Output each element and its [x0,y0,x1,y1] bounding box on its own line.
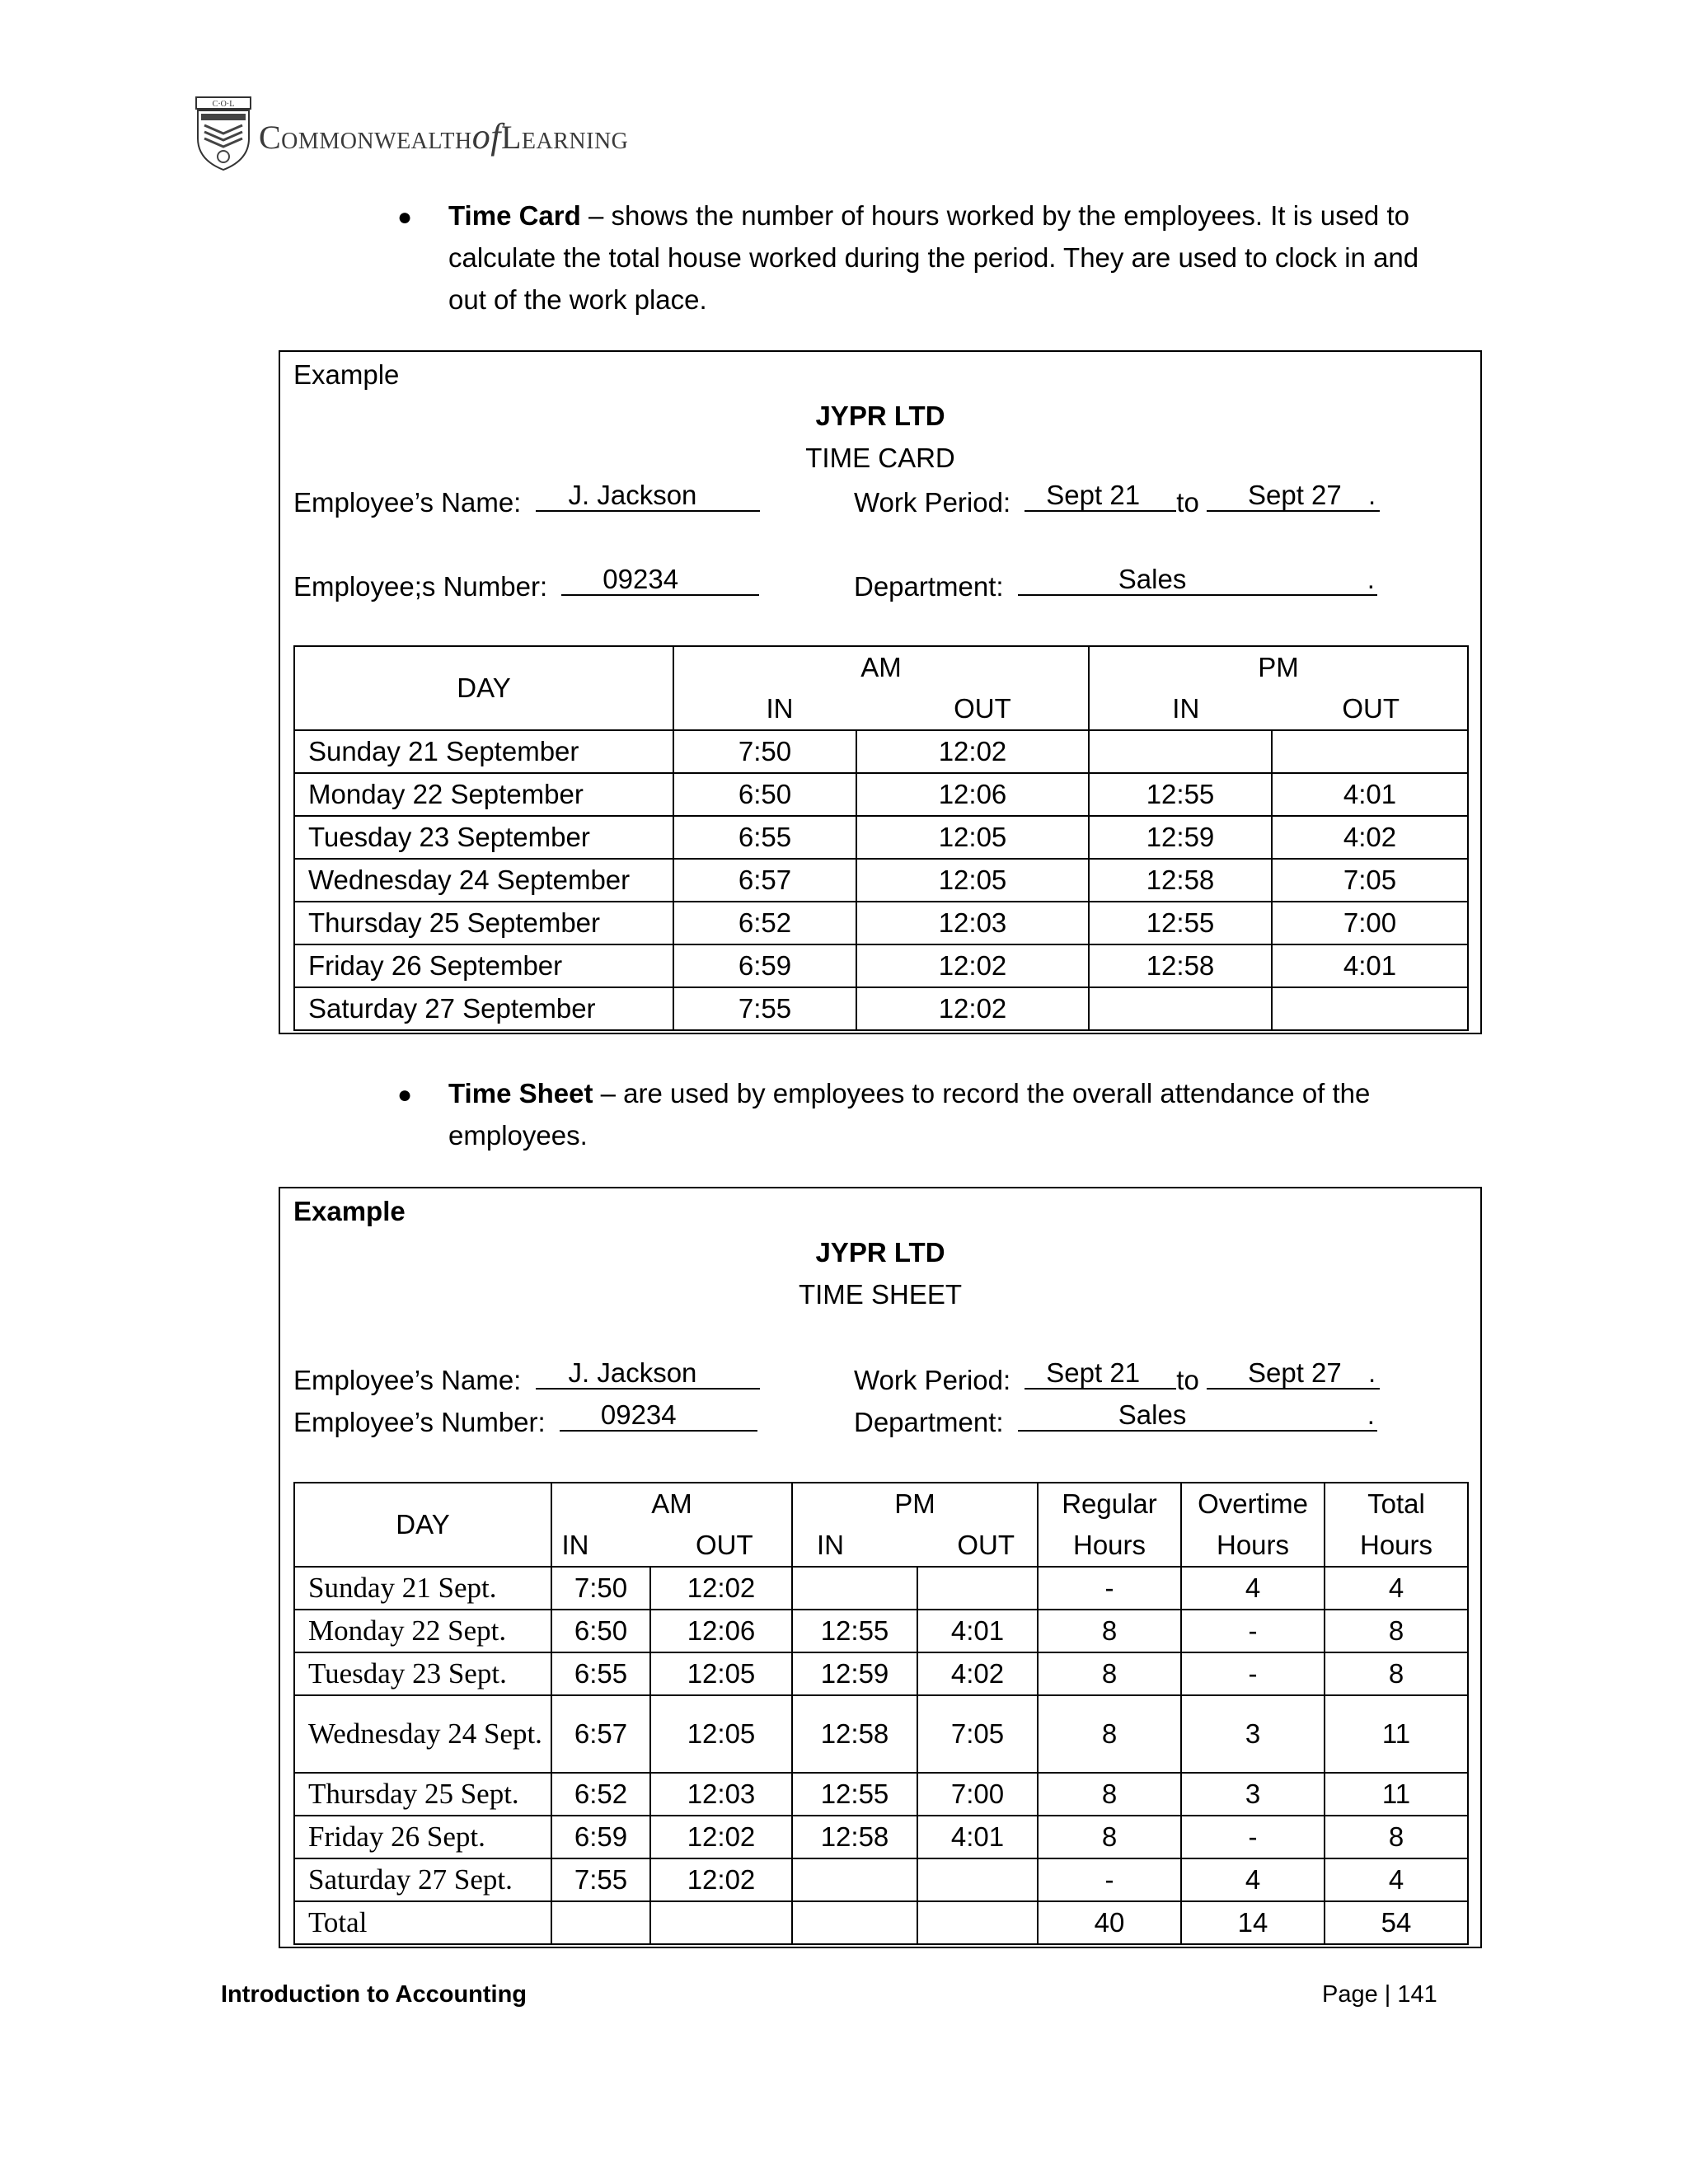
am-in-cell: 6:59 [673,944,856,987]
am-in-cell: 6:55 [551,1652,650,1695]
col-header-total: Total [1325,1483,1468,1525]
pm-out-cell: 4:01 [917,1816,1038,1858]
total-hours-cell: 8 [1325,1816,1468,1858]
am-in-cell: 6:57 [551,1695,650,1773]
empty-cell [917,1901,1038,1944]
pm-in-out-header: IN OUT [792,1525,1038,1567]
table-total-row [294,1901,1468,1944]
pm-out-cell: 7:00 [1272,902,1468,944]
pm-in-cell [792,1567,917,1610]
am-in-cell: 6:52 [551,1773,650,1816]
term-time-card: Time Card [448,200,581,231]
pm-in-cell: 12:55 [792,1773,917,1816]
overtime-hours-cell: 4 [1181,1567,1325,1610]
col-logo [195,96,689,171]
pm-out-cell: 7:05 [917,1695,1038,1773]
regular-hours-cell: 8 [1038,1610,1181,1652]
employee-name-line: Employee’s Name: J. Jackson [293,479,760,523]
day-cell: Wednesday 24 Sept. [294,1695,551,1773]
document-title: TIME CARD [805,443,955,473]
col-header-pm: PM [792,1483,1038,1525]
pm-out-cell: 4:01 [1272,944,1468,987]
total-hours-sum-cell: 54 [1325,1901,1468,1944]
day-cell: Tuesday 23 September [294,816,673,859]
day-cell: Friday 26 Sept. [294,1816,551,1858]
pm-out-cell: 4:01 [1272,773,1468,816]
regular-hours-cell: - [1038,1567,1181,1610]
day-cell: Monday 22 September [294,773,673,816]
employee-number-line: Employee’s Number: 09234 [293,1399,757,1443]
work-period-line: Work Period: Sept 21 to Sept 27 . [854,479,1380,523]
pm-in-out-header: IN OUT [1089,688,1468,730]
regular-hours-cell: 8 [1038,1695,1181,1773]
footer-book-title: Introduction to Accounting [221,1981,528,2008]
example-label: Example [293,359,400,390]
pm-in-cell: 12:55 [792,1610,917,1652]
footer-page-number: Page | 141 [1322,1981,1437,2008]
pm-in-cell [1089,730,1272,773]
total-hours-cell: 4 [1325,1567,1468,1610]
am-out-cell: 12:02 [856,944,1089,987]
pm-in-cell: 12:58 [1089,859,1272,902]
pm-in-cell: 12:55 [1089,773,1272,816]
pm-out-cell: 7:00 [917,1773,1038,1816]
overtime-hours-cell: 3 [1181,1695,1325,1773]
am-out-cell: 12:02 [856,730,1089,773]
total-regular-cell: 40 [1038,1901,1181,1944]
am-out-cell: 12:02 [650,1816,792,1858]
am-in-cell: 6:52 [673,902,856,944]
am-in-cell: 7:50 [673,730,856,773]
overtime-hours-cell: - [1181,1816,1325,1858]
day-cell: Tuesday 23 Sept. [294,1652,551,1695]
table-row [294,1695,1468,1773]
company-name: JYPR LTD [815,401,945,431]
day-cell: Thursday 25 September [294,902,673,944]
empty-cell [551,1901,650,1944]
example-label: Example [293,1196,406,1226]
am-in-out-header: IN OUT [673,688,1089,730]
employee-number-line: Employee;s Number: 09234 [293,563,759,607]
am-out-cell: 12:02 [650,1858,792,1901]
department-line: Department: Sales . [854,563,1377,607]
total-hours-cell: 4 [1325,1858,1468,1901]
employee-number-value: 09234 [600,1399,677,1430]
employee-name-value: J. Jackson [568,480,697,510]
am-out-cell: 12:05 [650,1652,792,1695]
total-hours-cell: 8 [1325,1610,1468,1652]
time-sheet-table: DAY AM PM Regular Overtime Total IN OUT IN OUT Hours Hours Hours Sunday 21 Sept. 7:50 12:02 - 4 4 Monday 22 Sept. 6:50 12:06 12:55 4:01 8 - 8 Tuesday 23 Sept. 6:55 12:05 12:59 4:02 8 - 8 Wednesday 24 Sept. 6:57 12:05 12:58 7:05 8 3 11 Thursday 25 Sept. 6:52 12:03 12:55 7:00 8 3 11 Friday 26 Sept. 6:59 12:02 12:58 4:01 8 - 8 Saturday 27 Sept. 7:55 12:02 - 4 4 Total 40 14 54 [293,1482,1469,1945]
am-in-cell: 6:57 [673,859,856,902]
time-sheet-example-box [279,1187,1482,1948]
pm-out-cell [1272,730,1468,773]
am-out-cell: 12:03 [650,1773,792,1816]
pm-out-cell [1272,987,1468,1030]
table-row [294,730,1468,773]
day-cell: Saturday 27 September [294,987,673,1030]
col-shield-icon [195,96,252,171]
pm-out-cell [917,1567,1038,1610]
pm-out-cell: 4:02 [917,1652,1038,1695]
time-card-description: Time Card – shows the number of hours worked by the employees. It is used to calculate the total house worked during the period. They are used to clock in and out of the work place. [448,200,1419,315]
pm-out-cell: 4:01 [917,1610,1038,1652]
pm-in-cell: 12:58 [792,1695,917,1773]
am-in-cell: 7:55 [551,1858,650,1901]
table-row [294,773,1468,816]
pm-out-cell: 4:02 [1272,816,1468,859]
pm-in-cell: 12:59 [792,1652,917,1695]
total-hours-cell: 11 [1325,1695,1468,1773]
time-card-example-box [279,350,1482,1034]
am-in-out-header: IN OUT [551,1525,792,1567]
day-cell: Sunday 21 September [294,730,673,773]
overtime-hours-cell: 3 [1181,1773,1325,1816]
am-out-cell: 12:03 [856,902,1089,944]
am-in-cell: 7:55 [673,987,856,1030]
period-from-value: Sept 21 [1046,1357,1141,1388]
col-header-pm: PM [1089,646,1468,688]
day-cell: Thursday 25 Sept. [294,1773,551,1816]
pm-in-cell [792,1858,917,1901]
pm-out-cell [917,1858,1038,1901]
total-overtime-cell: 14 [1181,1901,1325,1944]
total-label-cell: Total [294,1901,551,1944]
bullet-point: ● [397,1081,413,1108]
col-header-regular: Regular [1038,1483,1181,1525]
svg-text:C·O·L: C·O·L [212,100,235,109]
department-value: Sales [1118,1399,1187,1430]
period-from-value: Sept 21 [1046,480,1141,510]
overtime-hours-cell: - [1181,1652,1325,1695]
am-out-cell: 12:05 [856,816,1089,859]
col-header-am: AM [673,646,1089,688]
document-title: TIME SHEET [798,1279,963,1310]
bullet-point: ● [397,204,413,231]
time-card-table [293,645,1469,1031]
am-out-cell: 12:05 [856,859,1089,902]
am-in-cell: 6:55 [673,816,856,859]
table-row [294,859,1468,902]
am-in-cell: 6:50 [673,773,856,816]
col-header-day: DAY [294,1483,551,1567]
time-sheet-description: Time Sheet – are used by employees to record the overall attendance of the employees. [448,1078,1371,1151]
table-row [294,944,1468,987]
pm-in-cell [1089,987,1272,1030]
work-period-line: Work Period: Sept 21 to Sept 27 . [854,1357,1380,1401]
am-out-cell: 12:02 [856,987,1089,1030]
col-header-am: AM [551,1483,792,1525]
pm-out-cell: 7:05 [1272,859,1468,902]
table-row [294,1567,1468,1610]
employee-name-line: Employee’s Name: J. Jackson [293,1357,760,1401]
am-out-cell: 12:06 [650,1610,792,1652]
department-line: Department: Sales . [854,1399,1377,1443]
overtime-hours-cell: 4 [1181,1858,1325,1901]
col-header-day: DAY [294,646,673,730]
pm-in-cell: 12:59 [1089,816,1272,859]
table-row [294,1610,1468,1652]
empty-cell [650,1901,792,1944]
employee-number-value: 09234 [603,564,679,594]
regular-hours-cell: 8 [1038,1816,1181,1858]
table-row [294,1652,1468,1695]
table-row [294,902,1468,944]
am-in-cell: 7:50 [551,1567,650,1610]
day-cell: Friday 26 September [294,944,673,987]
am-in-cell: 6:59 [551,1816,650,1858]
table-row [294,987,1468,1030]
pm-in-cell: 12:58 [792,1816,917,1858]
day-cell: Monday 22 Sept. [294,1610,551,1652]
regular-hours-cell: 8 [1038,1773,1181,1816]
empty-cell [792,1901,917,1944]
table-row [294,816,1468,859]
employee-name-value: J. Jackson [568,1357,697,1388]
am-in-cell: 6:50 [551,1610,650,1652]
regular-hours-cell: - [1038,1858,1181,1901]
regular-hours-cell: 8 [1038,1652,1181,1695]
table-row [294,1773,1468,1816]
period-to-value: Sept 27 [1248,1357,1342,1388]
total-hours-cell: 11 [1325,1773,1468,1816]
company-name: JYPR LTD [815,1237,945,1268]
overtime-hours-cell: - [1181,1610,1325,1652]
day-cell: Sunday 21 Sept. [294,1567,551,1610]
department-value: Sales [1118,564,1187,594]
pm-in-cell: 12:55 [1089,902,1272,944]
am-out-cell: 12:02 [650,1567,792,1610]
col-header-overtime: Overtime [1181,1483,1325,1525]
pm-in-cell: 12:58 [1089,944,1272,987]
table-row [294,1816,1468,1858]
am-out-cell: 12:05 [650,1695,792,1773]
term-time-sheet: Time Sheet [448,1078,593,1108]
day-cell: Saturday 27 Sept. [294,1858,551,1901]
day-cell: Wednesday 24 September [294,859,673,902]
logo-wordmark: CommonwealthofLearning [259,116,629,157]
period-to-value: Sept 27 [1248,480,1342,510]
table-row [294,1858,1468,1901]
am-out-cell: 12:06 [856,773,1089,816]
total-hours-cell: 8 [1325,1652,1468,1695]
